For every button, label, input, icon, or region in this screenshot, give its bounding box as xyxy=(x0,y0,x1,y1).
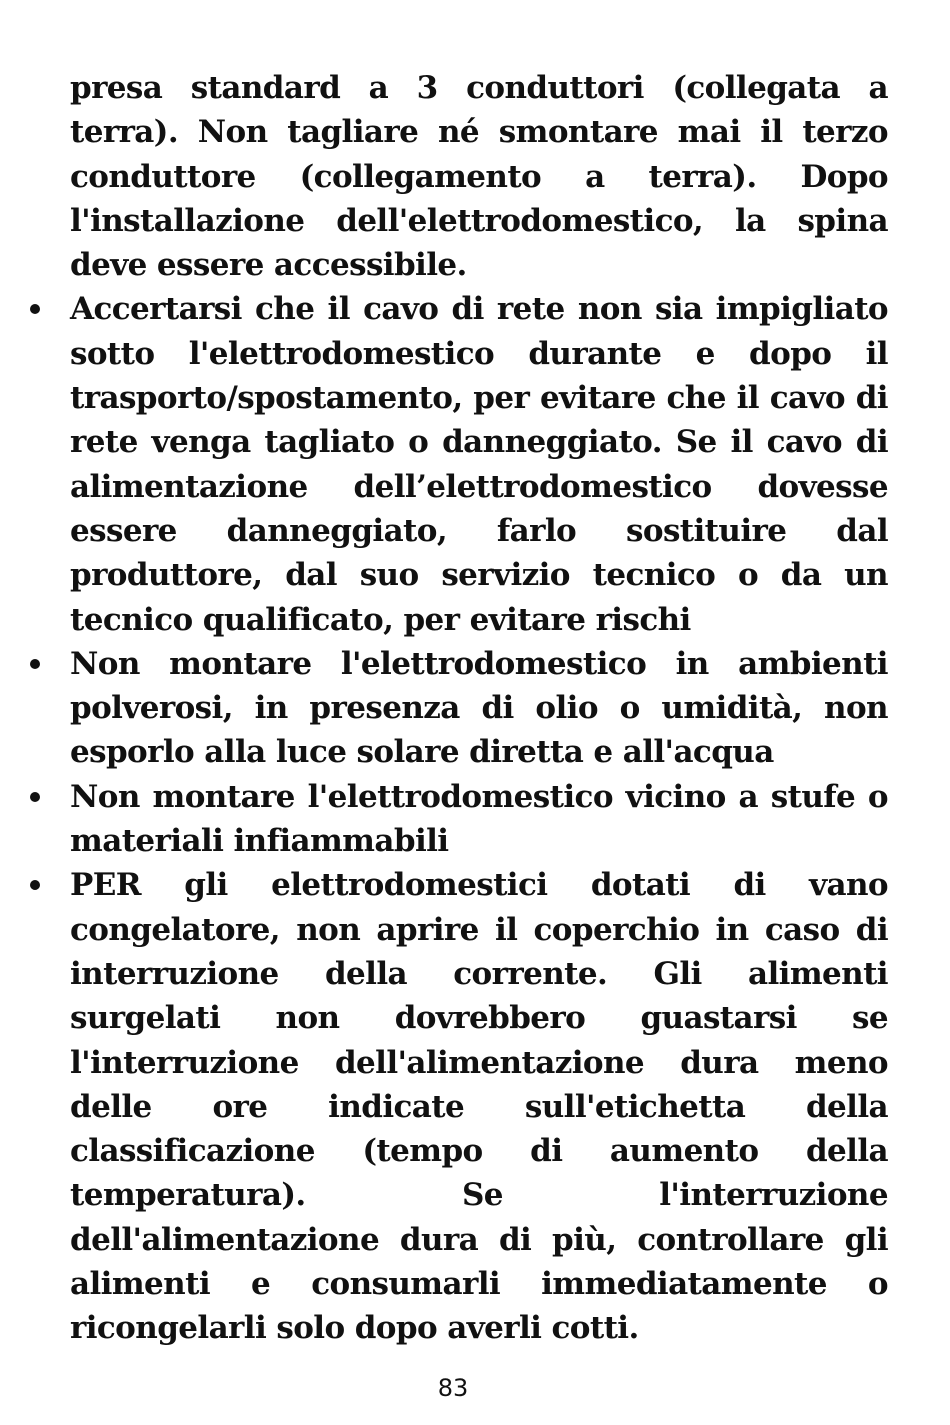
list-item-text: PER gli elettrodomestici dotati di vano congelatore, non aprire il coperchio in caso di interruzione della corrente. Gli alimenti surgelati non dovrebbero guastarsi se l'interruzione dell'alimentazione dura meno delle ore indicate sull'etichetta della classificazione (tempo di aumento della temperatura). Se l'interruzione dell'alimentazione dura di più, controllare gli alimenti e consumarli immediatamente o ricongelarli solo dopo averli cotti. xyxy=(70,867,888,1347)
list-item-text: Accertarsi che il cavo di rete non sia impigliato sotto l'elettrodomestico durante e dopo il trasporto/spostamento, per evitare che il cavo di rete venga tagliato o danneggiato. Se il cavo di alimentazione dell’elettrodomestico dovesse essere danneggiato, farlo sostituire dal produttore, dal suo servizio tecnico o da un tecnico qualificato, per evitare rischi xyxy=(70,291,888,638)
document-body xyxy=(70,66,888,1351)
bullet-icon xyxy=(30,304,40,314)
list-item xyxy=(70,287,888,641)
safety-bullet-list xyxy=(70,287,888,1350)
list-item xyxy=(70,863,888,1350)
bullet-icon xyxy=(30,880,40,890)
list-item xyxy=(70,775,888,864)
bullet-icon xyxy=(30,792,40,802)
list-item xyxy=(70,642,888,775)
continuation-paragraph: presa standard a 3 conduttori (collegata a terra). Non tagliare né smontare mai il terzo conduttore (collegamento a terra). Dopo l'installazione dell'elettrodomestico, la spina deve essere accessibile. xyxy=(70,70,888,284)
list-item-text: Non montare l'elettrodomestico in ambienti polverosi, in presenza di olio o umidità, non esporlo alla luce solare diretta e all'acqua xyxy=(70,645,888,771)
list-item-text: Non montare l'elettrodomestico vicino a stufe o materiali infiammabili xyxy=(70,778,888,860)
bullet-icon xyxy=(30,659,40,669)
page-number: 83 xyxy=(437,1374,469,1402)
